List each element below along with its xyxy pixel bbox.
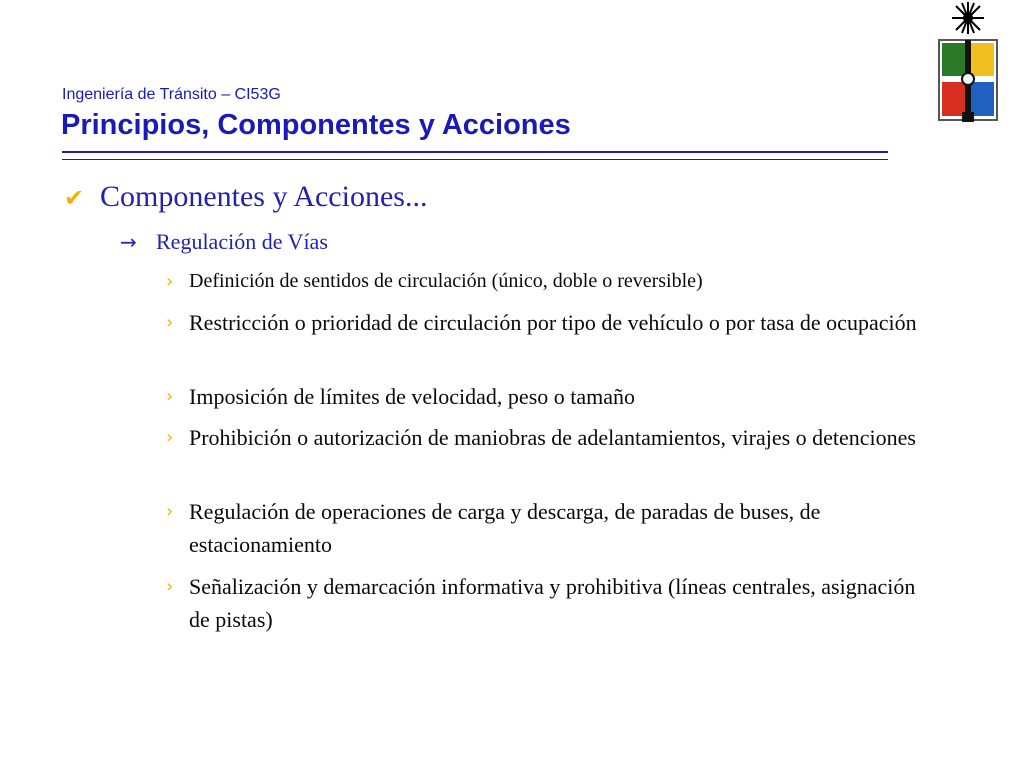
level1-text: Componentes y Acciones...: [100, 180, 428, 213]
chevron-right-icon: ›: [166, 427, 174, 448]
bullet-level1: [64, 180, 427, 214]
chevron-right-icon: ›: [166, 312, 174, 333]
list-item: [166, 306, 936, 339]
list-item-text: Señalización y demarcación informativa y prohibitiva (líneas centrales, asignación de pistas): [189, 574, 916, 632]
bullet-level2: [120, 229, 328, 255]
slide-title: Principios, Componentes y Acciones: [61, 109, 571, 141]
list-item: [166, 421, 936, 454]
checkmark-icon: ✔: [64, 184, 85, 212]
list-item-text: Imposición de límites de velocidad, peso o tamaño: [189, 384, 636, 409]
level2-text: Regulación de Vías: [156, 229, 328, 254]
list-item-text: Definición de sentidos de circulación (único, doble o reversible): [189, 270, 703, 292]
list-item-text: Prohibición o autorización de maniobras de adelantamientos, virajes o detenciones: [189, 425, 916, 450]
list-item: [166, 265, 936, 298]
list-item: [166, 495, 936, 561]
chevron-right-icon: ›: [166, 271, 174, 292]
list-item: [166, 380, 936, 413]
list-item-text: Restricción o prioridad de circulación por tipo de vehículo o por tasa de ocupación: [189, 310, 917, 335]
course-label: Ingeniería de Tránsito – CI53G: [62, 86, 281, 103]
title-rule-thick: [62, 151, 888, 153]
title-rule-thin: [62, 159, 888, 160]
list-item-text: Regulación de operaciones de carga y descarga, de paradas de buses, de estacionamiento: [189, 499, 821, 557]
arrow-right-icon: →: [120, 230, 137, 254]
chevron-right-icon: ›: [166, 386, 174, 407]
university-crest-icon: [936, 0, 1000, 124]
chevron-right-icon: ›: [166, 501, 174, 522]
chevron-right-icon: ›: [166, 576, 174, 597]
list-item: [166, 570, 936, 636]
